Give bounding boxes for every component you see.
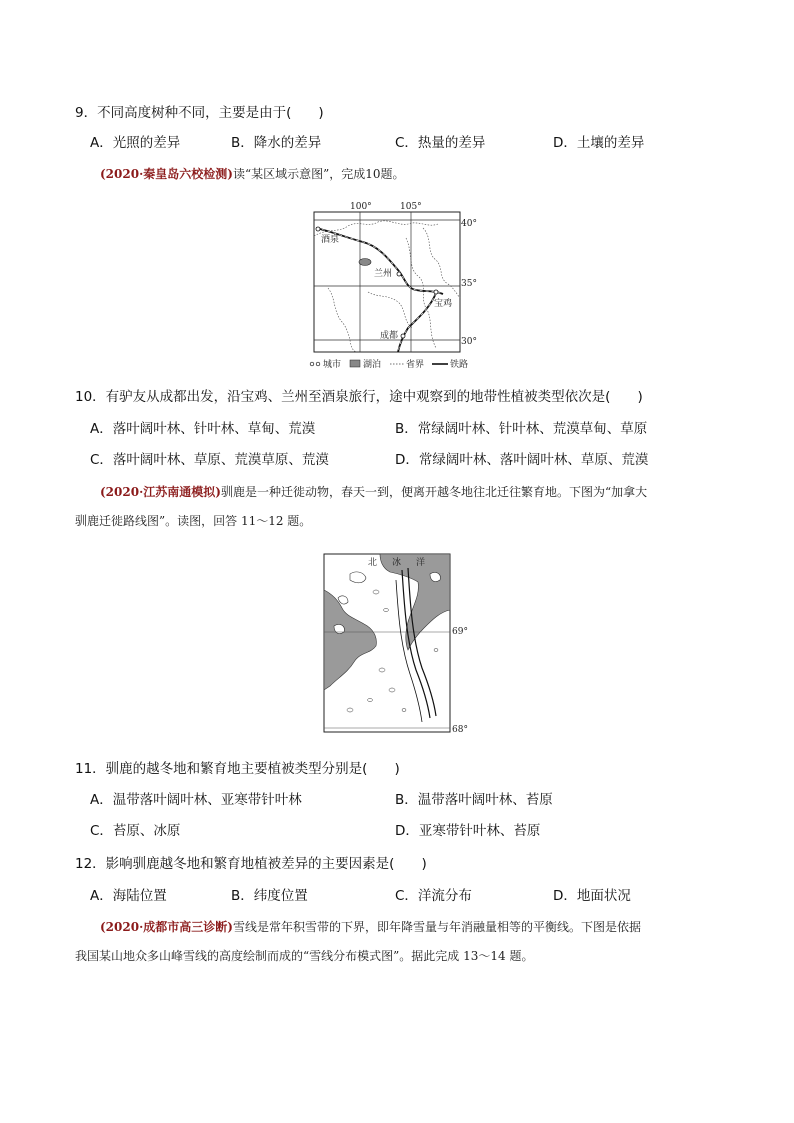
q12-option-d: D．地面状况 xyxy=(553,888,631,904)
legend-city: 城市 xyxy=(323,360,342,370)
city-lanzhou-marker xyxy=(397,272,401,276)
lon-label-100: 100° xyxy=(350,202,372,212)
city-label-jiuquan: 酒泉 xyxy=(321,235,340,245)
ocean-label-char-2: 冰 xyxy=(392,558,402,568)
city-label-lanzhou: 兰州 xyxy=(374,269,393,279)
intro-q10-text: 读“某区域示意图”，完成10题。 xyxy=(232,167,405,181)
intro-q11-line2: 驯鹿迁徙路线图”。读图，回答 11～12 题。 xyxy=(75,514,312,528)
intro-q11-12 xyxy=(100,482,760,502)
q12-option-b: B．纬度位置 xyxy=(231,888,308,904)
intro-q13-14 xyxy=(100,917,780,937)
lat-label-40: 40° xyxy=(461,219,477,229)
q9-option-b: B．降水的差异 xyxy=(231,135,322,151)
region-map-figure xyxy=(308,198,493,373)
q11-option-d: D．亚寒带针叶林、苔原 xyxy=(395,823,541,839)
q11-option-b: B．温带落叶阔叶林、苔原 xyxy=(395,792,553,808)
caribou-migration-map xyxy=(320,550,480,740)
legend-rail: 铁路 xyxy=(450,360,469,370)
intro-q13-source: (2020·成都市高三诊断) xyxy=(100,920,233,934)
lat-label-30: 30° xyxy=(461,337,477,347)
question-10-stem: 10．有驴友从成都出发，沿宝鸡、兰州至酒泉旅行，途中观察到的地带性植被类型依次是( ) xyxy=(75,389,643,405)
q10-option-a: A．落叶阔叶林、针叶林、草甸、荒漠 xyxy=(90,421,316,437)
intro-q10 xyxy=(100,164,404,184)
legend-border: 省界 xyxy=(406,360,425,370)
q11-option-a: A．温带落叶阔叶林、亚寒带针叶林 xyxy=(90,792,302,808)
lon-label-105: 105° xyxy=(400,202,422,212)
legend-lake: 湖泊 xyxy=(363,360,382,370)
lat-label-35: 35° xyxy=(461,279,477,289)
intro-q13-line2: 我国某山地众多山峰雪线的高度绘制而成的“雪线分布模式图”。据此完成 13～14 题。 xyxy=(75,949,534,963)
city-label-chengdu: 成都 xyxy=(380,331,399,341)
question-11-stem: 11．驯鹿的越冬地和繁育地主要植被类型分别是( ) xyxy=(75,761,400,777)
q10-option-b: B．常绿阔叶林、针叶林、荒漠草甸、草原 xyxy=(395,421,648,437)
question-12-stem: 12．影响驯鹿越冬地和繁育地植被差异的主要因素是( ) xyxy=(75,856,427,872)
q9-option-a: A．光照的差异 xyxy=(90,135,181,151)
intro-q11-line1: 驯鹿是一种迁徙动物，春天一到，便离开越冬地往北迁往繁育地。下图为“加拿大 xyxy=(220,485,648,499)
q12-option-a: A．海陆位置 xyxy=(90,888,167,904)
q10-option-d: D．常绿阔叶林、落叶阔叶林、草原、荒漠 xyxy=(395,452,649,468)
q10-option-c: C．落叶阔叶林、草原、荒漠草原、荒漠 xyxy=(90,452,329,468)
q12-option-c: C．洋流分布 xyxy=(395,888,472,904)
lat-label-68: 68° xyxy=(452,725,468,735)
intro-q13-line1: 雪线是常年积雪带的下界，即年降雪量与年消融量相等的平衡线。下图是依据 xyxy=(232,920,641,934)
q11-option-c: C．苔原、冰原 xyxy=(90,823,181,839)
intro-q11-source: (2020·江苏南通模拟) xyxy=(100,485,221,499)
q9-option-d: D．土壤的差异 xyxy=(553,135,645,151)
city-label-baoji: 宝鸡 xyxy=(434,299,453,309)
q9-option-c: C．热量的差异 xyxy=(395,135,486,151)
city-chengdu-marker xyxy=(401,334,405,338)
city-jiuquan-marker xyxy=(316,227,320,231)
lat-label-69: 69° xyxy=(452,627,468,637)
region-map xyxy=(308,198,493,373)
city-baoji-marker xyxy=(434,290,438,294)
ocean-label-char-1: 北 xyxy=(368,558,378,568)
ocean-label-char-3: 洋 xyxy=(416,558,426,568)
caribou-migration-map-figure xyxy=(320,550,480,740)
intro-q10-source: (2020·秦皇岛六校检测) xyxy=(100,167,233,181)
question-9-stem: 9．不同高度树种不同，主要是由于( ) xyxy=(75,105,324,121)
